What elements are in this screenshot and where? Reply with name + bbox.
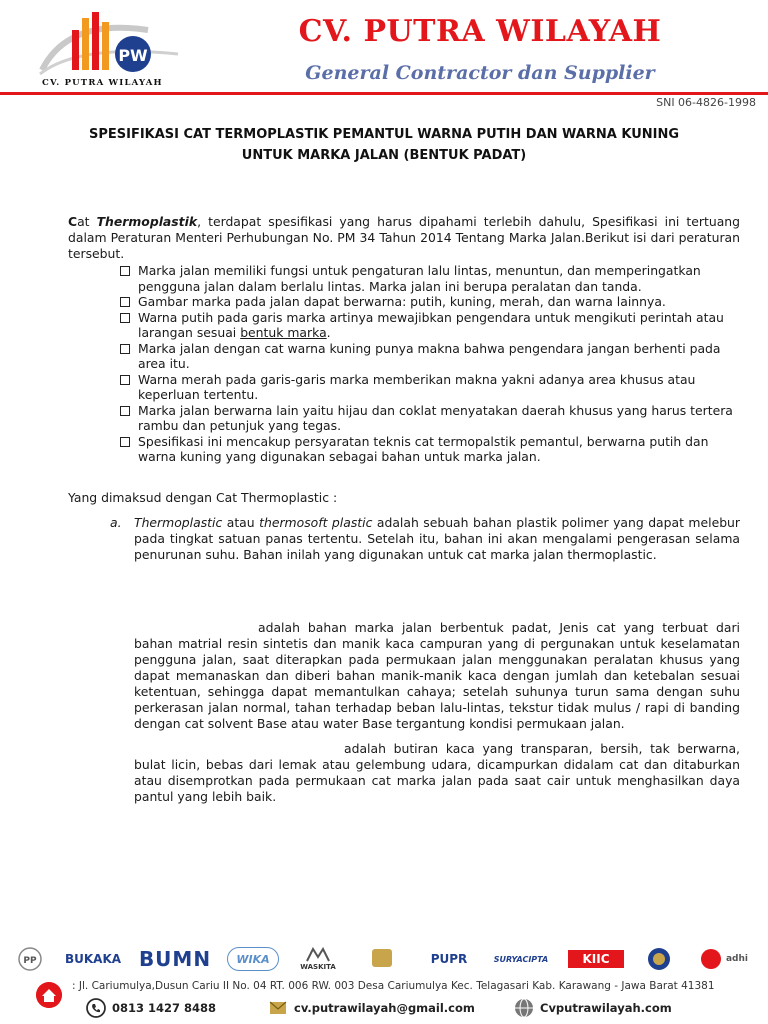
checkbox-square-icon [120,437,130,447]
whatsapp-icon [86,998,106,1018]
bumn-logo: BUMN [138,947,212,971]
partner-logos [14,942,754,976]
list-item: Marka jalan dengan cat warna kuning punya makna bahwa pengendara jangan berhenti pada area itu. [120,341,740,372]
intro-text: , terdapat spesifikasi yang harus dipahami terlebih dahulu, Spesifikasi ini tertuang dalam Peraturan Menteri Perhubungan No. PM 34 Tahun 2014 Tentang Marka Jalan.Berikut isi dari peraturan tersebut. [68,214,741,261]
title-line-2: UNTUK MARKA JALAN (BENTUK PADAT) [241,148,527,163]
list-item: Spesifikasi ini mencakup persyaratan teknis cat termopalstik pemantul, berwarna putih dan warna kuning yang digunakan sebagai bahan untuk marka jalan. [120,434,740,465]
checkbox-square-icon [120,344,130,354]
sni-code: SNI 06-4826-1998 [656,96,756,109]
title-line-1: SPESIFIKASI CAT TERMOPLASTIK PEMANTUL WARNA PUTIH DAN WARNA KUNING [88,127,680,142]
home-icon [36,982,62,1008]
checkbox-square-icon [120,406,130,416]
email-address[interactable]: cv.putrawilayah@gmail.com [294,1001,475,1015]
intro-term: Thermoplastik [96,214,198,229]
item-a-paragraph: Thermoplastic atau thermosoft plastic adalah sebuah bahan plastik polimer yang dapat melebur pada tingkat satuan panas tertentu. Setelah itu, bahan ini akan mengalami pengerasan selama penurunan suhu. Bahan inilah yang digunakan untuk cat marka jalan thermoplastic. [134,515,741,562]
definition-heading: Yang dimaksud dengan Cat Thermoplastic : [68,490,338,505]
intro-word: at [77,214,97,229]
list-item: Warna merah pada garis-garis marka memberikan makna yakni adanya area khusus atau keperluan tertentu. [120,372,740,403]
waskita-mark-icon [305,947,331,963]
intro-initial: C [68,214,78,229]
adhi-logo: adhi [694,945,754,973]
brantas-logo [357,945,407,973]
pp-logo [17,946,43,972]
list-item: Marka jalan berwarna lain yaitu hijau dan coklat menyatakan daerah khusus yang harus tertera rambu dan petunjuk yang tegas. [120,403,740,434]
email-icon [268,998,288,1018]
list-item: Marka jalan memiliki fungsi untuk pengaturan lalu lintas, menuntun, dan memperingatkan pengguna jalan dalam berlalu lintas. Marka jalan ini berupa peralatan dan tanda. [120,263,740,294]
company-tagline: General Contractor dan Supplier [305,62,655,84]
svg-text:PP: PP [23,956,37,966]
checkbox-square-icon [120,266,130,276]
company-address: : Jl. Cariumulya,Dusun Cariu II No. 04 RT. 006 RW. 003 Desa Cariumulya Kec. Telagasari Kab. Karawang - Jawa Barat 41381 [72,980,715,992]
website-contact [514,998,672,1018]
phone-number: 0813 1427 8488 [112,1001,217,1015]
phone-contact [86,998,216,1018]
waskita-logo: WASKITA [296,945,340,973]
website-url[interactable]: Cvputrawilayah.com [540,1001,672,1015]
checkbox-square-icon [120,297,130,307]
regulation-list [120,263,740,465]
pupr-logo: PUPR [430,952,468,966]
definition-paragraph-2: adalah butiran kaca yang transparan, bersih, tak berwarna, bulat licin, bebas dari lemak atau gelembung udara, dicampurkan didalam cat dan ditaburkan atau disemprotkan pada permukaan cat marka jalan pada saat cair untuk menghasilkan daya pantul yang lebih baik. [134,741,740,804]
item-a-label: a. [110,515,122,530]
header-divider [0,92,768,95]
checkbox-square-icon [120,375,130,385]
wika-logo: WIKA [227,947,279,971]
suryacipta-logo: SURYACIPTA [493,954,549,964]
list-item: Gambar marka pada jalan dapat berwarna: putih, kuning, merah, dan warna lainnya. [120,294,740,310]
company-name: CV. PUTRA WILAYAH [298,14,662,49]
checkbox-square-icon [120,313,130,323]
logo-caption: CV. PUTRA WILAYAH [42,78,163,88]
list-item: Warna putih pada garis marka artinya mewajibkan pengendara untuk mengikuti perintah atau larangan sesuai bentuk marka. [120,310,740,341]
definition-paragraph-1: adalah bahan marka jalan berbentuk padat, Jenis cat yang terbuat dari bahan matrial resin sintetis dan manik kaca campuran yang di pergunakan untuk keselamatan pengguna jalan, saat diterapkan pada permukaan jalan menggunakan peralatan khusus yang dapat memanaskan dan diberi bahan manik-manik kaca dengan jumlah dan ketebalan sesuai ketentuan, sehingga dapat memantulkan cahaya; setelah suhunya turun sama dengan suhu perkerasan jalan normal, tahan terhadap beban lalu-lintas, tekstur tidak mulus / rapi di banding dengan cat solvent Base atau water Base tergantung kondisi permukaan jalan. [134,620,740,731]
globe-icon [514,998,534,1018]
logo-mark: PW [118,46,148,65]
email-contact [268,998,475,1018]
kiic-logo: KIIC [568,950,624,968]
document-title [60,124,708,166]
seal-logo [641,945,677,973]
bukaka-logo: BUKAKA [64,952,122,966]
bentuk-marka-link[interactable]: bentuk marka [240,325,327,340]
intro-paragraph [68,214,740,262]
